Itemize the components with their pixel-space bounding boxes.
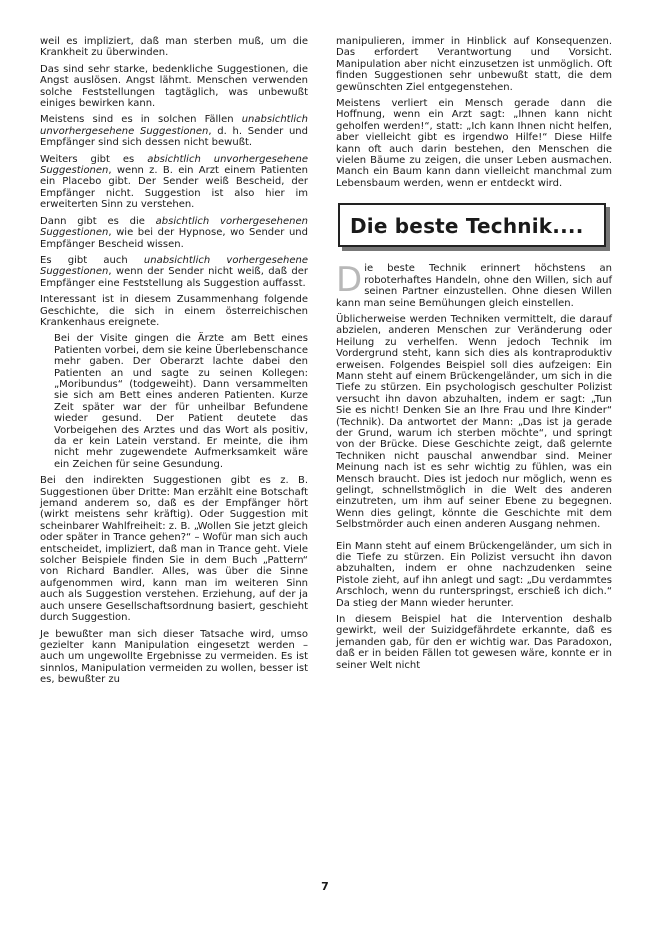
- text: ie beste Technik erinnert höchstens an roboterhaftes Handeln, ohne den Willen, sich auf seinen Partner einzustellen. Ohne diesen Willen kann man seine Bemühungen gleich einstellen.: [336, 263, 612, 309]
- paragraph: Meistens verliert ein Mensch gerade dann die Hoffnung, wenn ein Arzt sagt: „Ihnen kann nicht geholfen werden!“, statt: „Ich kann Ihnen nicht helfen, aber vielleicht gibt es irgendwo Hilfe!“ Diese Hilfe kann oft auch darin bestehen, den Menschen die vielen Bäume zu zeigen, die unser Leben ausmachen. Manch ein Baum kann dann vielleicht manchmal zum Lebensbaum werden, wenn er entdeckt wird.: [336, 98, 612, 189]
- emphasis: absichtlich unvorhergesehene Suggestionen: [40, 153, 309, 177]
- paragraph: [40, 154, 308, 211]
- left-column: [40, 36, 308, 691]
- paragraph: Bei den indirekten Suggestionen gibt es z. B. Suggestionen über Dritte: Man erzählt eine Botschaft jemand anderem so, daß es der Empfänger hört (wirkt meistens sehr kräftig). Oder Suggestion mit scheinbarer Wahlfreiheit: z. B. „Wollen Sie jetzt gleich oder später in Trance gehen?“ – Wofür man sich auch entscheidet, impliziert, daß man in Trance geht. Viele solcher Beispiele finden Sie in dem Buch „Pattern“ von Richard Bandler. Alles, was über die Sinne aufgenommen wird, kann man im weiteren Sinn auch als Suggestion verstehen. Erziehung, auf der ja auch unsere Gesellschaftsordnung basiert, geschieht durch Suggestion.: [40, 475, 308, 624]
- paragraph: [40, 216, 308, 250]
- paragraph: Das sind sehr starke, bedenkliche Suggestionen, die Angst auslösen. Angst lähmt. Menschen verwenden solche Feststellungen tagtäglich, was unbewußt einiges bewirken kann.: [40, 63, 308, 110]
- emphasis: unabsichtlich vorhergesehene Suggestionen: [40, 254, 308, 278]
- text: Weiters gibt es: [40, 153, 148, 165]
- emphasis: unabsichtlich unvorhergesehene Suggestionen: [40, 114, 308, 137]
- anecdote-quote: Bei der Visite gingen die Ärzte am Bett eines Patienten vorbei, dem sie keine Überlebenschance mehr gaben. Der Oberarzt lachte dabei den Patienten an und sagte zu seinen Kollegen: „Moribundus“ (todgeweiht). Dann versammelten sie sich am Bett eines anderen Patienten. Kurze Zeit später war der für unheilbar Befundene wieder gesund. Der Patient deutete das Vorbeigehen des Arztes und das Wort als positiv, da er kein Latein verstand. Er meinte, die ihm nicht mehr zugewendete Aufmerksamkeit wäre ein Zeichen für seine Gesundung.: [54, 333, 308, 470]
- drop-cap: D: [336, 260, 363, 301]
- paragraph: Je bewußter man sich dieser Tatsache wird, umso gezielter kann Manipulation eingesetzt werden – auch um ungewollte Ergebnisse zu vermeiden. Es ist sinnlos, Manipulation vermeiden zu wollen, besser ist es, bewußter zu: [40, 628, 308, 686]
- paragraph: Ein Mann steht auf einem Brückengeländer, um sich in die Tiefe zu stürzen. Ein Polizist versucht ihn davon abzuhalten, indem er ohne nachzudenken seine Pistole zieht, auf ihn anlegt und sagt: „Du verdammtes Arschloch, wenn du runterspringst, erschieß ich dich.“ Da stieg der Mann wieder herunter.: [336, 540, 612, 609]
- text: , wie bei der Hypnose, wo Sender und Empfänger Bescheid wissen.: [40, 227, 308, 250]
- paragraph: weil es impliziert, daß man sterben muß, um die Krankheit zu überwinden.: [40, 36, 308, 59]
- paragraph: [336, 260, 612, 309]
- text: Es gibt auch: [40, 254, 144, 266]
- text: , wenn der Sender nicht weiß, daß der Empfänger eine Feststellung als Suggestion auffasst.: [40, 266, 308, 289]
- paragraph: Üblicherweise werden Techniken vermittelt, die darauf abzielen, anderen Menschen zur Veränderung oder Heilung zu verhelfen. Wenn jedoch Technik im Vordergrund steht, kann sich dies als kontraproduktiv erweisen. Folgendes Beispiel soll dies aufzeigen: Ein Mann steht auf einem Brückengeländer, um sich in die Tiefe zu stürzen. Ein psychologisch geschulter Polizist versucht ihn davon abzuhalten, indem er sagt: „Tun Sie es nicht! Denken Sie an Ihre Frau und Ihre Kinder“ (Technik). Da antwortet der Mann: „Das ist ja gerade der Grund, warum ich sterben möchte“, und springt von der Brücke. Diese Geschichte zeigt, daß gelernte Techniken nicht pauschal anwendbar sind. Meiner Meinung nach ist es sehr wichtig zu fühlen, was ein Mensch braucht. Dies ist jedoch nur möglich, wenn es gelingt, schnellstmöglich in die Welt des anderen einzutreten, um ihm auf seiner Ebene zu begegnen. Wenn dies gelingt, könnte die Geschichte mit dem Selbstmörder auch einen anderen Ausgang nehmen.: [336, 313, 612, 531]
- text: , wenn z. B. ein Arzt einem Patienten ein Placebo gibt. Der Sender weiß Bescheid, der Empfänger nicht. Suggestion ist also hier im erweiterten Sinn zu verstehen.: [40, 165, 308, 211]
- paragraph: In diesem Beispiel hat die Intervention deshalb gewirkt, weil der Suizidgefährdete erkannte, daß es jemanden gab, für den er wichtig war. Das Paradoxon, daß er in beiden Fällen tot gewesen wäre, konnte er in seiner Welt nicht: [336, 614, 612, 671]
- paragraph: [40, 255, 308, 289]
- paragraph: manipulieren, immer in Hinblick auf Konsequenzen. Das erfordert Verantwortung und Vorsicht. Manipulation aber nicht einzusetzen ist unmöglich. Oft finden Suggestionen sehr unbewußt statt, die dem gewünschten Ziel entgegenstehen.: [336, 36, 612, 93]
- paragraph: Interessant ist in diesem Zusammenhang folgende Geschichte, die sich in einem österreichischen Krankenhaus ereignete.: [40, 294, 308, 328]
- right-column: [336, 36, 612, 676]
- text: Meistens sind es in solchen Fällen: [40, 114, 242, 126]
- page-number: 7: [321, 880, 329, 893]
- text: , d. h. Sender und Empfänger sind sich dessen nicht bewußt.: [40, 125, 308, 149]
- section-heading: Die beste Technik....: [338, 203, 606, 247]
- emphasis: absichtlich vorhergesehenen Suggestionen: [40, 215, 308, 239]
- text: Dann gibt es die: [40, 215, 156, 227]
- paragraph: [40, 114, 308, 148]
